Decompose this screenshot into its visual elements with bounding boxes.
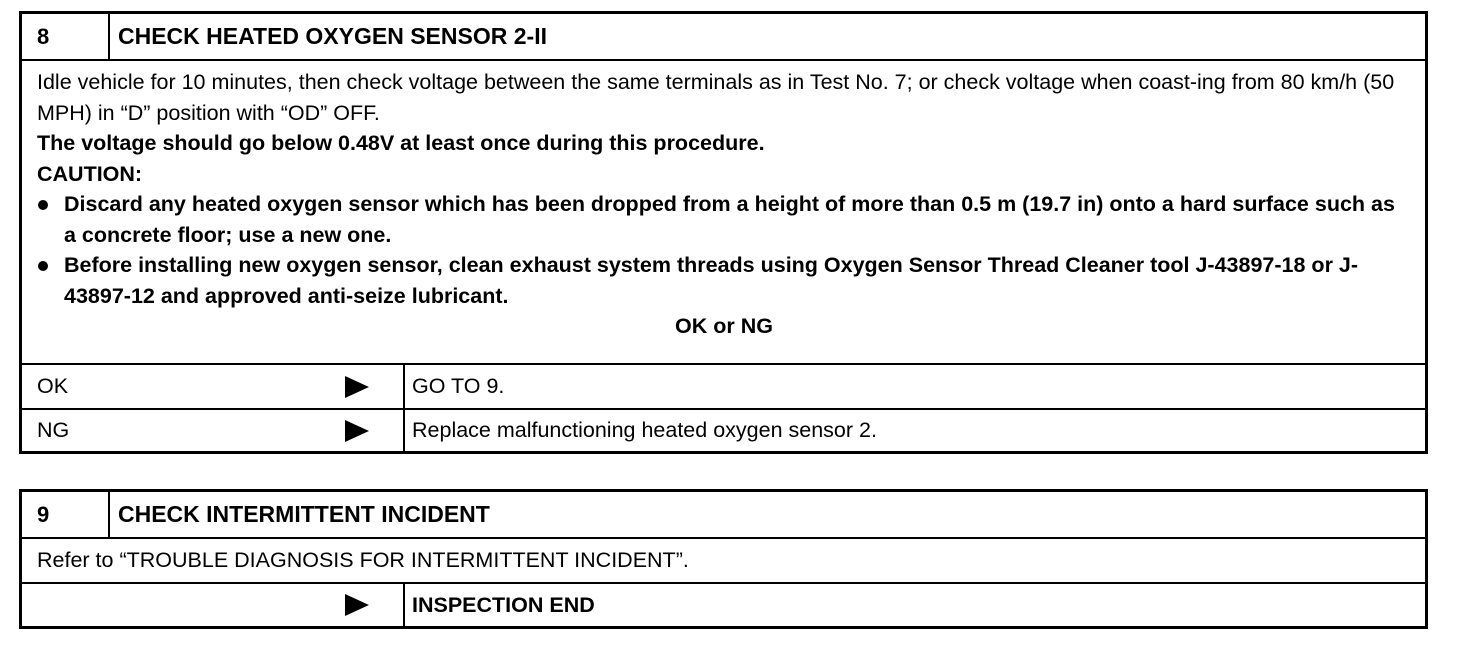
caution-item: Discard any heated oxygen sensor which has been dropped from a height of more than 0.5 m (19.7 in) onto a hard surface such as a concrete floor; use a new one. — [37, 189, 1411, 250]
caution-item: Before installing new oxygen sensor, clean exhaust system threads using Oxygen Sensor Thread Cleaner tool J-43897-18 or J-43897-12 and approved anti-seize lubricant. — [37, 250, 1411, 311]
step-9-body — [22, 539, 1425, 584]
step-9-box — [19, 489, 1428, 629]
bullet-dot-icon — [38, 200, 48, 210]
step-number: 9 — [22, 492, 110, 537]
result-action: Replace malfunctioning heated oxygen sensor 2. — [412, 418, 877, 442]
bullet-dot-icon — [38, 261, 48, 271]
caution-list — [37, 189, 1411, 311]
caution-label: CAUTION: — [37, 161, 143, 186]
result-row-end — [22, 584, 1425, 626]
result-action: INSPECTION END — [412, 592, 595, 617]
instruction-text: Refer to “TROUBLE DIAGNOSIS FOR INTERMITTENT INCIDENT”. — [37, 548, 689, 572]
right-triangle-arrow-icon — [345, 376, 369, 398]
step-8-header — [22, 14, 1425, 61]
result-label: OK — [37, 374, 69, 398]
result-label: NG — [37, 418, 70, 442]
step-8-box — [19, 11, 1428, 454]
right-triangle-arrow-icon — [345, 594, 369, 616]
result-row-ng — [22, 410, 1425, 451]
result-prompt: OK or NG — [675, 314, 773, 338]
step-9-header — [22, 492, 1425, 539]
step-title: CHECK HEATED OXYGEN SENSOR 2-II — [118, 23, 547, 49]
step-8-body — [22, 61, 1425, 365]
step-number: 8 — [22, 14, 110, 59]
result-row-ok — [22, 365, 1425, 410]
requirement-text: The voltage should go below 0.48V at least once during this procedure. — [37, 131, 765, 155]
right-triangle-arrow-icon — [345, 420, 369, 442]
instruction-text: Idle vehicle for 10 minutes, then check voltage between the same terminals as in Test No. 7; or check voltage when coast-ing from 80 km/h (50 MPH) in “D” position with “OD” OFF. — [37, 70, 1395, 125]
step-title: CHECK INTERMITTENT INCIDENT — [118, 501, 490, 527]
result-action: GO TO 9. — [412, 374, 505, 398]
